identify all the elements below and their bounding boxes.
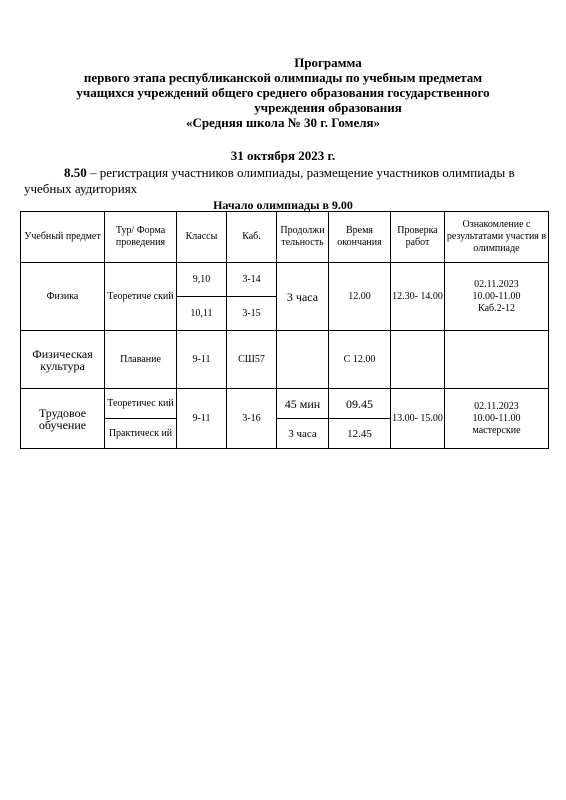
pe-check: [391, 331, 445, 389]
labor-review: [445, 389, 549, 449]
pe-duration: [277, 331, 329, 389]
pe-room: СШ57: [227, 331, 277, 389]
title-line-4: учреждения образования: [254, 100, 402, 115]
physics-review-date: 02.11.2023: [474, 278, 519, 290]
pe-review: [445, 331, 549, 389]
labor-form-a: Теоретичес кий: [105, 389, 177, 419]
labor-end-b: 12.45: [329, 419, 391, 449]
physics-form: Теоретиче ский: [105, 263, 177, 331]
physics-check: 12.30- 14.00: [391, 263, 445, 331]
labor-duration-b: 3 часа: [277, 419, 329, 449]
title-line-2: первого этапа республиканской олимпиады по учебным предметам: [83, 70, 483, 85]
header-classes: Классы: [177, 212, 227, 263]
physics-subject: Физика: [21, 263, 105, 331]
header-tour: Тур/ Форма проведения: [105, 212, 177, 263]
table-row: [21, 331, 549, 389]
pe-classes: 9-11: [177, 331, 227, 389]
title-line-1: Программа: [294, 55, 362, 70]
labor-check: 13.00- 15.00: [391, 389, 445, 449]
document-title: [0, 55, 566, 130]
labor-subject: Трудовое обучение: [21, 389, 105, 449]
physics-room-b: 3-15: [227, 297, 277, 331]
labor-duration-a: 45 мин: [277, 389, 329, 419]
physics-review-place: Каб.2-12: [478, 302, 515, 314]
table-row: [21, 389, 549, 419]
pe-end: С 12.00: [329, 331, 391, 389]
physics-end: 12.00: [329, 263, 391, 331]
start-time: Начало олимпиады в 9.00: [213, 198, 353, 212]
table-row: [21, 263, 549, 297]
physics-classes-a: 9,10: [177, 263, 227, 297]
labor-review-date: 02.11.2023: [474, 400, 519, 412]
registration-time: 8.50: [64, 165, 87, 180]
physics-review-time: 10.00-11.00: [472, 290, 521, 302]
header-subject: Учебный предмет: [21, 212, 105, 263]
registration-text: – регистрация участников олимпиады, размещение участников олимпиады в учебных аудиториях: [24, 165, 515, 196]
labor-form-b: Практическ ий: [105, 419, 177, 449]
header-room: Каб.: [227, 212, 277, 263]
header-review: Ознакомление с результатами участия в олимпиаде: [445, 212, 549, 263]
table-header-row: [21, 212, 549, 263]
title-line-5: «Средняя школа № 30 г. Гомеля»: [185, 115, 381, 130]
pe-subject: Физическая культура: [21, 331, 105, 389]
title-line-3: учащихся учреждений общего среднего образования государственного: [76, 85, 490, 100]
header-check: Проверка работ: [391, 212, 445, 263]
header-duration: Продолжи тельность: [277, 212, 329, 263]
labor-review-place: мастерские: [472, 424, 521, 436]
labor-review-time: 10.00-11.00: [472, 412, 521, 424]
labor-room: 3-16: [227, 389, 277, 449]
physics-review: [445, 263, 549, 331]
physics-classes-b: 10,11: [177, 297, 227, 331]
header-end: Время окончания: [329, 212, 391, 263]
schedule-table: [20, 211, 549, 449]
pe-form: Плавание: [105, 331, 177, 389]
physics-room-a: 3-14: [227, 263, 277, 297]
physics-duration: 3 часа: [277, 263, 329, 331]
labor-end-a: 09.45: [329, 389, 391, 419]
labor-classes: 9-11: [177, 389, 227, 449]
registration-paragraph: [24, 165, 552, 197]
event-date: 31 октября 2023 г.: [230, 148, 336, 163]
